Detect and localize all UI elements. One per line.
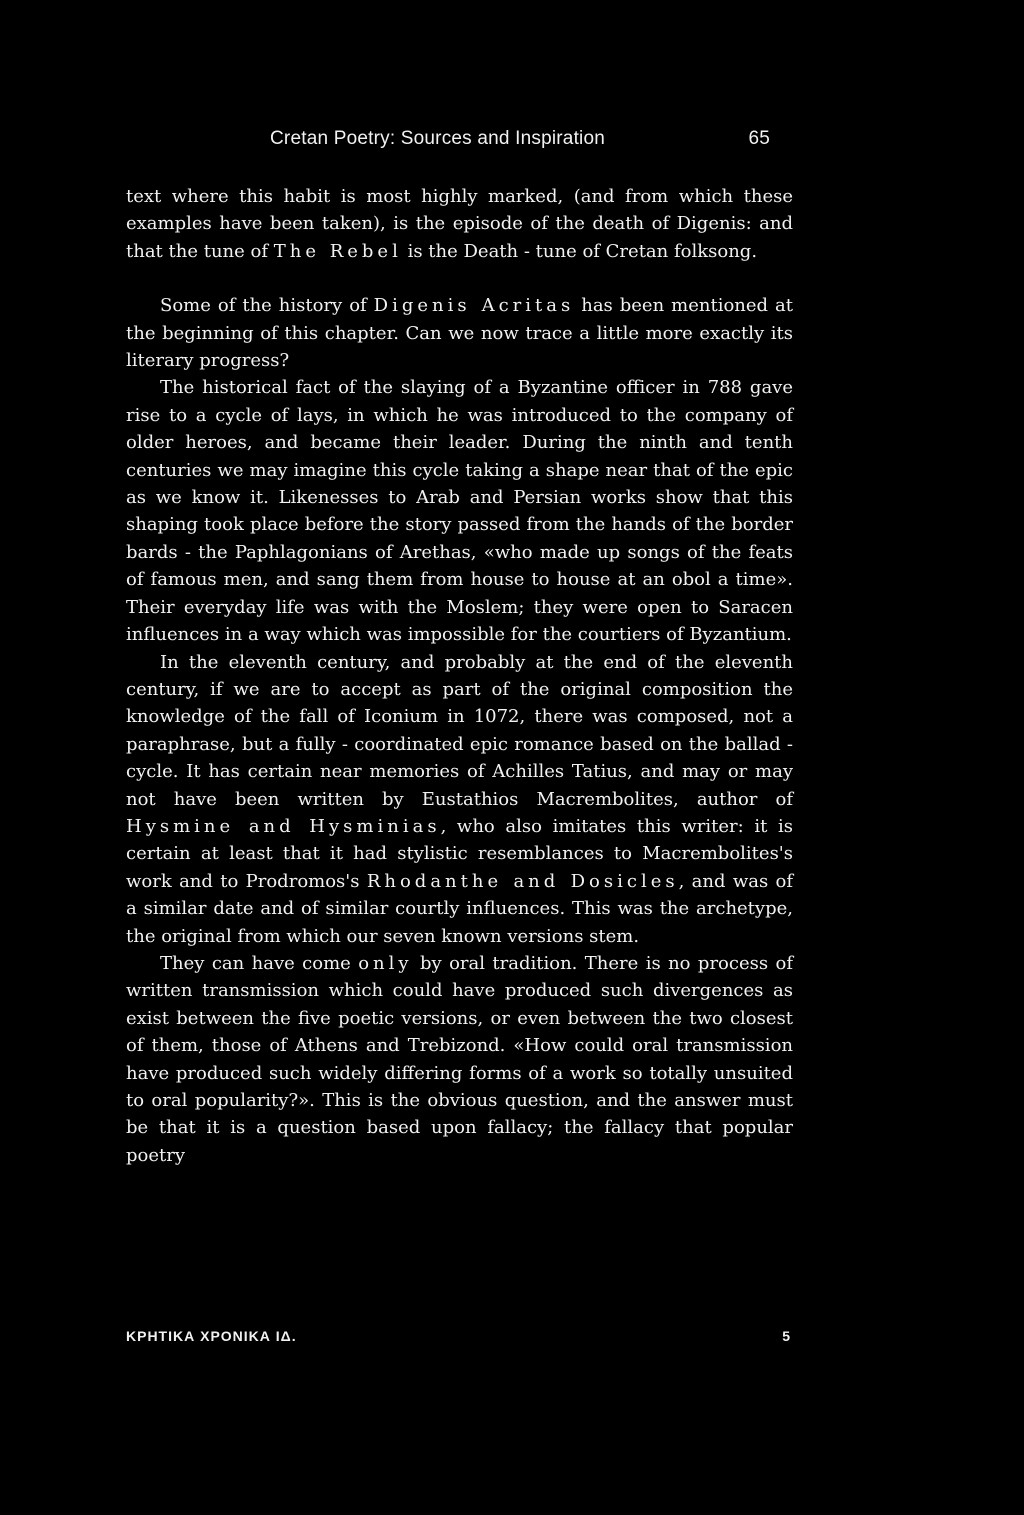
paragraph-1-text-2: is the Death - tune of Cretan folksong. [401, 240, 758, 262]
paragraph-3-text-1: The historical fact of the slaying of a Byzantine officer in 788 gave rise to a cycle of lays, in which he was introduced to the company of older heroes, and became their leader. During the ninth and tenth centuries we may imagine this cycle taking a shape near that of the epic as we know it. Likenesses to Arab and Persian works show that this shaping took place before the story passed from the hands of the border bards - the Paphlagonians of Arethas, «who made up songs of the feats of famous men, and sang them from house to house at an obol a time». Their everyday life was with the Moslem; they were open to Saracen influences in a way which was impossible for the courtiers of Byzantium. [126, 377, 793, 646]
paragraph-5 [126, 950, 793, 1169]
paragraph-5-text-2: by oral tradition. There is no process of written transmission which could have produced such divergences as exist between the five poetic versions, or even between the two closest of them, those of Athens and Trebizond. «How could oral transmission have produced such widely differing forms of a work so totally unsuited to oral popularity?». This is the obvious question, and the answer must be that it is a question based upon fallacy; the fallacy that popular poetry [126, 952, 793, 1166]
paragraph-4-text-1: In the eleventh century, and probably at the end of the eleventh century, if we are to accept as part of the original composition the knowledge of the fall of Iconium in 1072, there was composed, not a paraphrase, but a fully - coordinated epic romance based on the ballad - cycle. It has certain near memories of Achilles Tatius, and may or may not have been written by Eustathios Macrembolites, author of [126, 651, 793, 810]
paragraph-1 [126, 183, 793, 265]
emphasis-only: only [358, 952, 413, 974]
paragraph-1-text-1: text where this habit is most highly marked, (and from which these examples have been taken), is the episode of the death of Digenis: and that the tune of [126, 186, 793, 262]
running-head [270, 128, 770, 156]
paragraph-2 [126, 292, 793, 374]
paragraph-3 [126, 374, 793, 648]
paragraph-2-text-1: Some of the history of [160, 295, 374, 317]
paragraph-5-text-1: They can have come [160, 952, 359, 974]
footer [126, 1328, 791, 1352]
body-text [126, 183, 793, 1169]
paragraph-2-text-2: has been mentioned at the beginning of this chapter. Can we now trace a little more exactly its literary progress? [126, 295, 793, 372]
title-the-rebel: The Rebel [273, 240, 402, 262]
paragraph-4-text-2: , who also imitates this writer: it is certain at least that it had stylistic resemblances to Macrembolites's work and to Prodromos's [126, 815, 793, 892]
journal-signature: ΚΡΗΤΙΚΑ ΧΡΟΝΙΚΑ ΙΔ. [126, 1328, 297, 1344]
running-head-title: Cretan Poetry: Sources and Inspiration [270, 128, 605, 149]
sheet-number: 5 [782, 1328, 791, 1344]
paragraph-4 [126, 649, 793, 950]
title-digenis-acritas: Digenis Acritas [373, 295, 575, 317]
title-rhodanthe-and-dosicles: Rhodanthe and Dosicles [366, 870, 679, 892]
page-number: 65 [748, 128, 770, 149]
paragraph-4-text-3: , and was of a similar date and of similar courtly influences. This was the archetype, the original from which our seven known versions stem. [126, 870, 794, 947]
title-hysmine-and-hysminias: Hysmine and Hysminias [126, 815, 441, 837]
